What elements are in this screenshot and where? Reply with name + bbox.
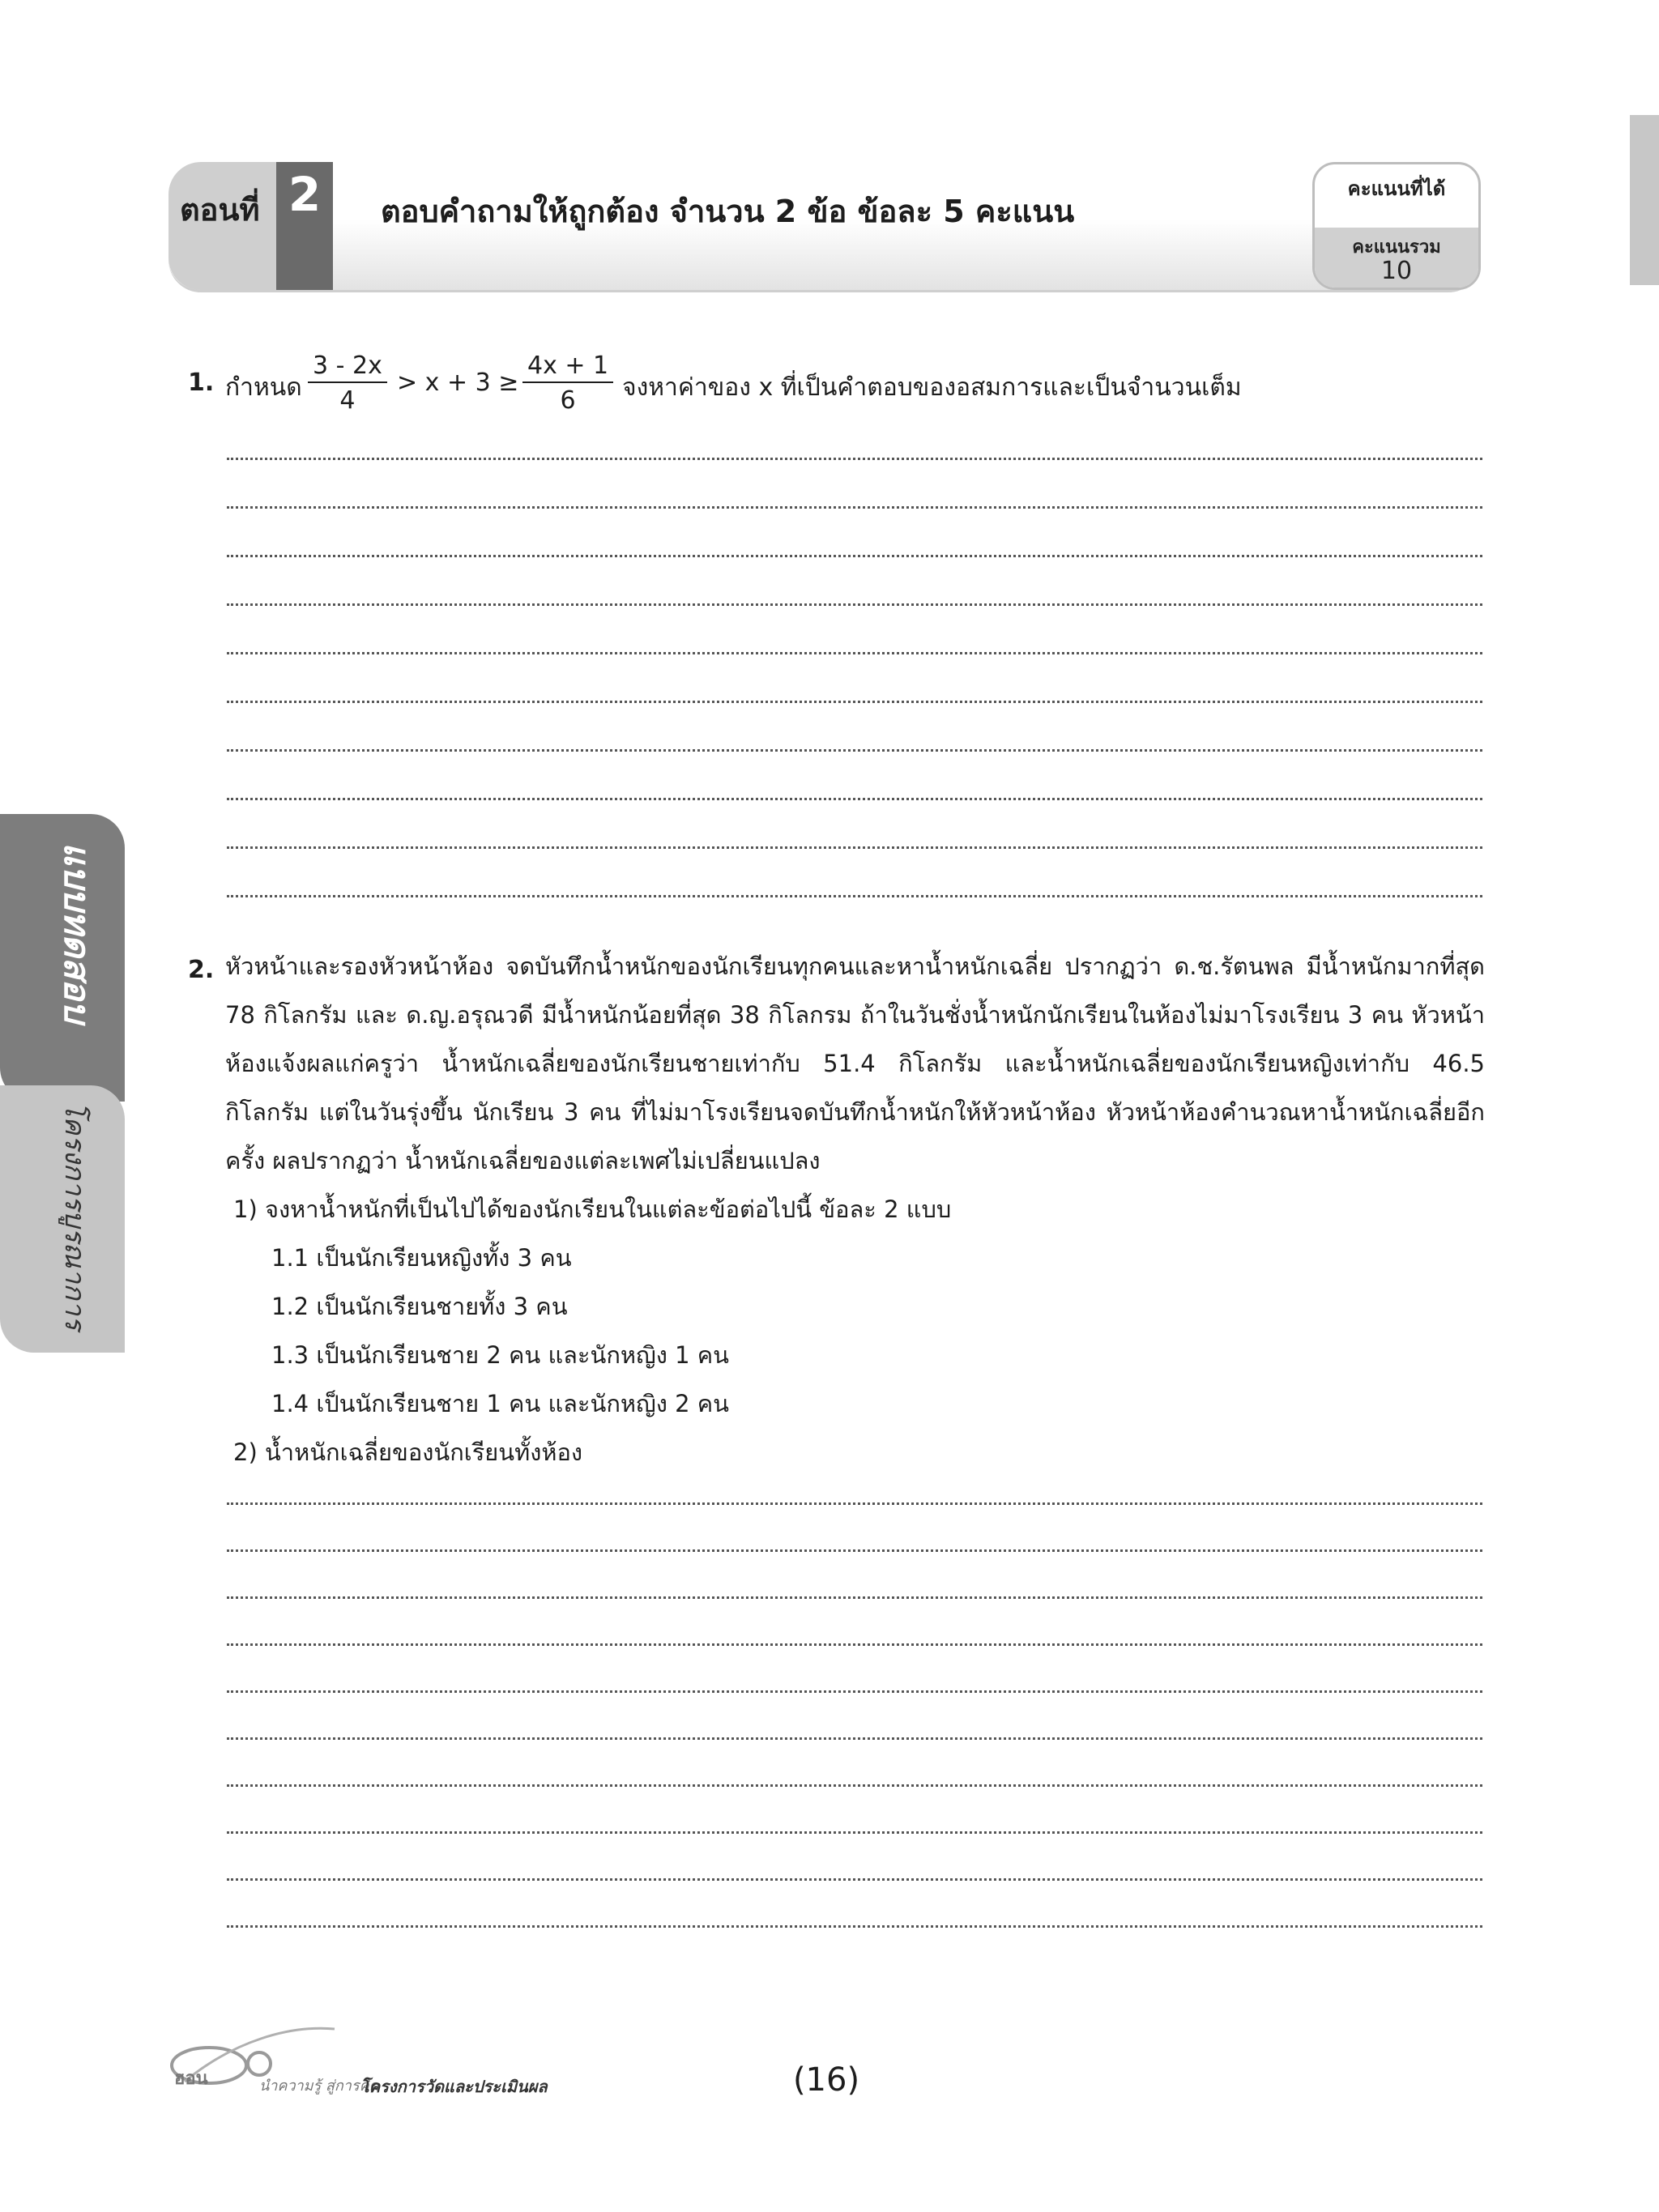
question-2-item: 1.2 เป็นนักเรียนชายทั้ง 3 คน [271, 1293, 568, 1320]
question-1-number: 1. [188, 369, 215, 397]
question-2-item: 1.1 เป็นนักเรียนหญิงทั้ง 3 คน [271, 1244, 572, 1272]
question-1-middle: > x + 3 ≥ [397, 369, 519, 397]
answer-line[interactable] [227, 1925, 1482, 1928]
answer-line[interactable] [227, 1690, 1482, 1693]
publisher-logo-text: ฮอน [174, 2068, 208, 2088]
answer-line[interactable] [227, 506, 1482, 509]
question-2-part-1: 1) จงหาน้ำหนักที่เป็นไปได้ของนักเรียนในแต่ละข้อต่อไปนี้ ข้อละ 2 แบบ [233, 1196, 952, 1223]
fraction-left-numerator: 3 - 2x [308, 352, 387, 383]
page-number: (16) [792, 2061, 860, 2099]
question-2-number: 2. [188, 956, 215, 984]
answer-line[interactable] [227, 798, 1482, 800]
section-title: ตอบคำถามให้ถูกต้อง จำนวน 2 ข้อ ข้อละ 5 คะแนน [381, 194, 1075, 229]
side-tab-project-label: โครงการบูรณาการ [59, 1102, 90, 1331]
fraction-right-denominator: 6 [560, 386, 576, 415]
question-1-suffix: จงหาค่าของ x ที่เป็นคำตอบของอสมการและเป็นจำนวนเต็ม [622, 373, 1242, 402]
fraction-right [522, 352, 613, 415]
side-tab-exam-label: แบบทดสอบ [57, 842, 96, 1024]
publisher-slogan: นำความรู้ สู่การคิด [259, 2078, 379, 2095]
answer-line[interactable] [227, 1643, 1482, 1646]
score-total-label: คะแนนรวม [1352, 237, 1441, 258]
answer-line[interactable] [227, 846, 1482, 849]
answer-line[interactable] [227, 1737, 1482, 1740]
answer-line[interactable] [227, 701, 1482, 703]
fraction-right-numerator: 4x + 1 [522, 352, 613, 383]
fraction-left-denominator: 4 [339, 386, 356, 415]
answer-line[interactable] [227, 603, 1482, 606]
score-total-value: 10 [1380, 257, 1413, 285]
question-1-prefix: กำหนด [225, 373, 302, 402]
question-2-item: 1.3 เป็นนักเรียนชาย 2 คน และนักหญิง 1 คน [271, 1341, 729, 1369]
answer-line[interactable] [227, 652, 1482, 654]
page-edge-tab [1630, 115, 1659, 285]
fraction-left [308, 352, 387, 415]
score-box [1312, 162, 1481, 290]
answer-line[interactable] [227, 1784, 1482, 1787]
score-got-label: คะแนนที่ได้ [1347, 177, 1446, 200]
section-label: ตอนที่ [180, 192, 260, 228]
answer-line[interactable] [227, 555, 1482, 557]
answer-line[interactable] [227, 458, 1482, 460]
answer-line[interactable] [227, 895, 1482, 897]
answer-line[interactable] [227, 1831, 1482, 1834]
question-2-part-2: 2) น้ำหนักเฉลี่ยของนักเรียนทั้งห้อง [233, 1438, 583, 1466]
question-2-item: 1.4 เป็นนักเรียนชาย 1 คน และนักหญิง 2 คน [271, 1390, 729, 1417]
section-number: 2 [288, 167, 322, 222]
answer-line[interactable] [227, 1549, 1482, 1552]
answer-line[interactable] [227, 1502, 1482, 1505]
question-2-paragraph: หัวหน้าและรองหัวหน้าห้อง จดบันทึกน้ำหนักของนักเรียนทุกคนและหาน้ำหนักเฉลี่ย ปรากฏว่า ด.ช.รัตนพล มีน้ำหนักมากที่สุด 78 กิโลกรัม และ ด.ญ.อรุณวดี มีน้ำหนักน้อยที่สุด 38 กิโลกรม ถ้าในวันชั่งน้ำหนักนักเรียนในห้องไม่มาโรงเรียน 3 คน หัวหน้าห้องแจ้งผลแก่ครูว่า น้ำหนักเฉลี่ยของนักเรียนชายเท่ากับ 51.4 กิโลกรัม และน้ำหนักเฉลี่ยของนักเรียนหญิงเท่ากับ 46.5 กิโลกรัม แต่ในวันรุ่งขึ้น นักเรียน 3 คน ที่ไม่มาโรงเรียนจดบันทึกน้ำหนักให้หัวหน้าห้อง หัวหน้าห้องคำนวณหาน้ำหนักเฉลี่ยอีกครั้ง ผลปรากฏว่า น้ำหนักเฉลี่ยของแต่ละเพศไม่เปลี่ยนแปลง [225, 953, 1485, 1174]
answer-line[interactable] [227, 1596, 1482, 1599]
answer-line[interactable] [227, 749, 1482, 752]
footer-project-name: โครงการวัดและประเมินผล [360, 2077, 548, 2096]
answer-line[interactable] [227, 1878, 1482, 1881]
